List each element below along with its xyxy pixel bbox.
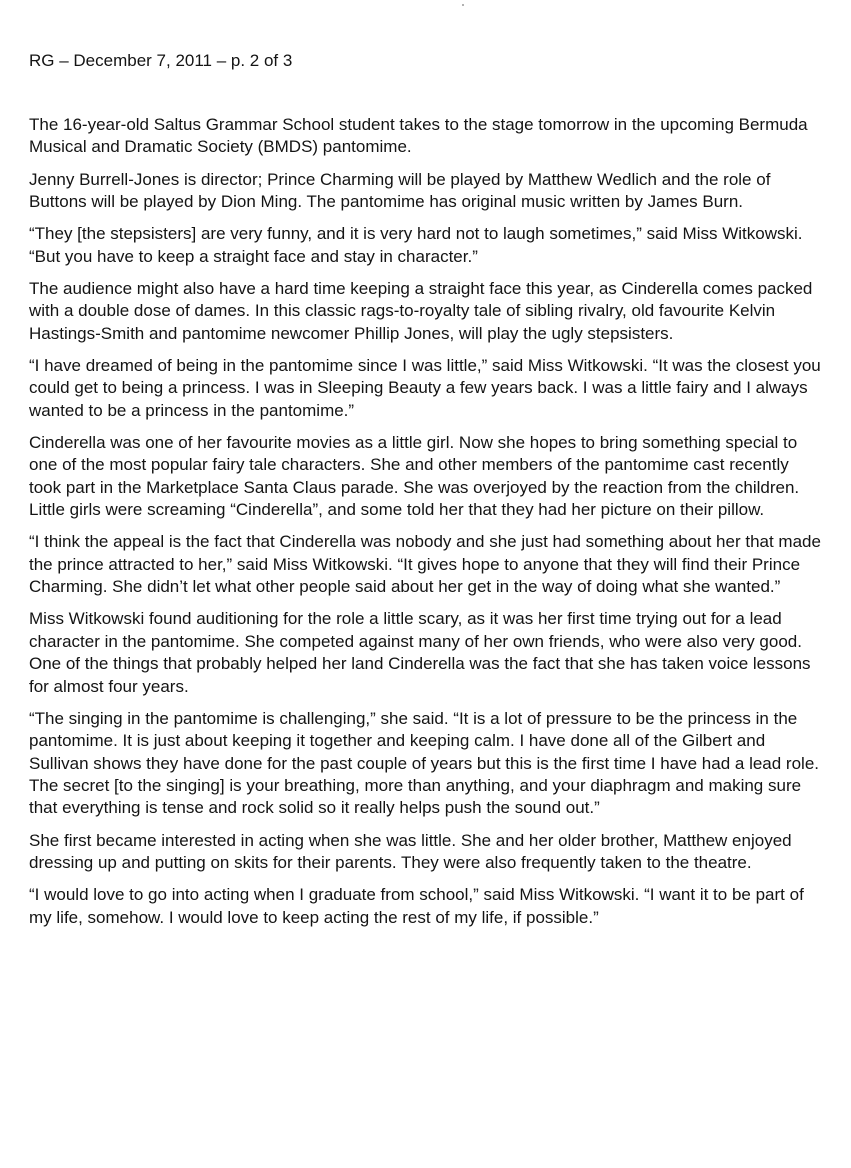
paragraph: “I think the appeal is the fact that Cinderella was nobody and she just had something about her that made the prince attracted to her,” said Miss Witkowski. “It gives hope to anyone that they will find their Prince Charming. She didn’t let what other people said about her get in the way of doing what she wanted.” [29, 532, 821, 597]
paragraph: She first became interested in acting when she was little. She and her older brother, Matthew enjoyed dressing up and putting on skits for their parents. They were also frequently taken to the theatre. [29, 830, 792, 872]
paragraph: Miss Witkowski found auditioning for the role a little scary, as it was her first time trying out for a lead character in the pantomime. She competed against many of her own friends, who were also very good. One of the things that probably helped her land Cinderella was the fact that she has taken voice lessons for almost four years. [29, 609, 811, 696]
paragraph: “The singing in the pantomime is challenging,” she said. “It is a lot of pressure to be the princess in the pantomime. It is just about keeping it together and keeping calm. I have done all of the Gilbert and Sullivan shows they have done for the past couple of years but this is the first time I have had a lead role. The secret [to the singing] is your breathing, more than anything, and your diaphragm and making sure that everything is tense and rock solid so it really helps push the sound out.” [29, 708, 820, 818]
paragraph: The audience might also have a hard time keeping a straight face this year, as Cinderella comes packed with a double dose of dames. In this classic rags-to-royalty tale of sibling rivalry, old favourite Kelvin Hastings-Smith and pantomime newcomer Phillip Jones, will play the ugly stepsisters. [29, 278, 813, 343]
paragraph: “I would love to go into acting when I graduate from school,” said Miss Witkowski. “I want it to be part of my life, somehow. I would love to keep acting the rest of my life, if possible.” [29, 885, 804, 927]
page-header: RG – December 7, 2011 – p. 2 of 3 [29, 51, 293, 70]
article-body [29, 114, 824, 939]
paragraph: Cinderella was one of her favourite movies as a little girl. Now she hopes to bring something special to one of the most popular fairy tale characters. She and other members of the pantomime cast recently took part in the Marketplace Santa Claus parade. She was overjoyed by the reaction from the children. Little girls were screaming “Cinderella”, and some told her that they had her picture on their pillow. [29, 432, 800, 520]
paragraph: Jenny Burrell-Jones is director; Prince Charming will be played by Matthew Wedlich and the role of Buttons will be played by Dion Ming. The pantomime has original music written by James Burn. [29, 169, 771, 212]
paragraph: “They [the stepsisters] are very funny, and it is very hard not to laugh sometimes,” said Miss Witkowski. “But you have to keep a straight face and stay in character.” [29, 224, 803, 266]
paragraph: “I have dreamed of being in the pantomime since I was little,” said Miss Witkowski. “It was the closest you could get to being a princess. I was in Sleeping Beauty a few years back. I was a little fairy and I always wanted to be a princess in the pantomime.” [29, 355, 821, 420]
scan-speck [462, 4, 464, 6]
paragraph: The 16-year-old Saltus Grammar School student takes to the stage tomorrow in the upcoming Bermuda Musical and Dramatic Society (BMDS) pantomime. [29, 115, 808, 157]
